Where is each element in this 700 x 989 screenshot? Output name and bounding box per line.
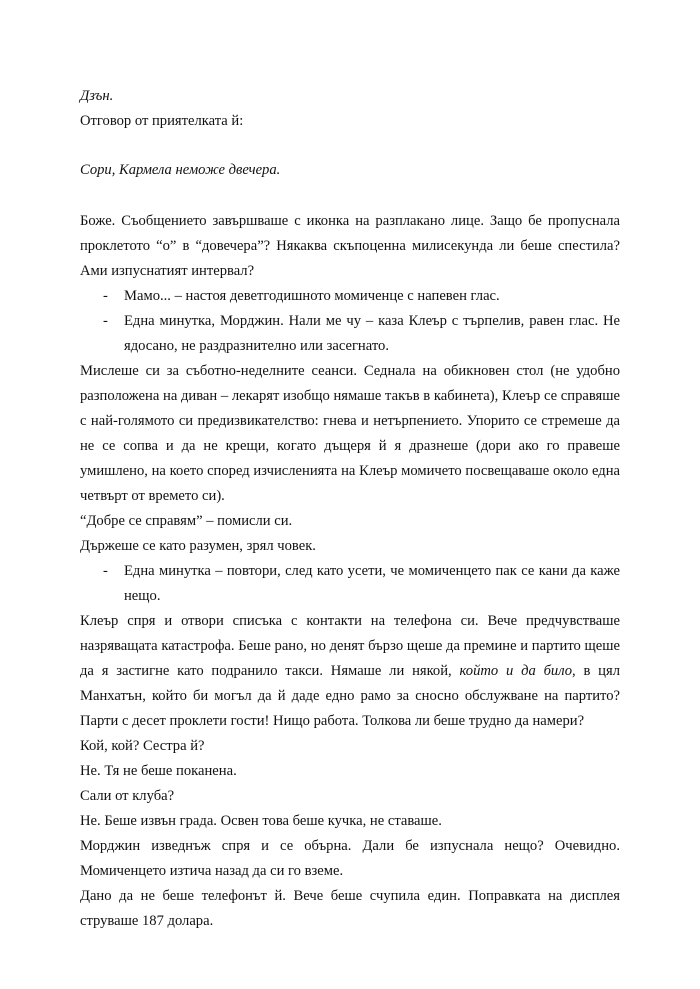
dash-text-3: Една минутка – повтори, след като усети, че момиченцето пак се кани да каже нещо. [124,563,620,604]
dash-item-2 [80,309,620,359]
line-behaved: Държеше се като разумен, зрял човек. [80,538,316,554]
paragraph-3 [80,609,620,734]
dash-text-2: Една минутка, Морджин. Нали ме чу – каза Клеър с търпелив, равен глас. Не ядосано, не раздразнително или засегнато. [124,313,620,354]
paragraph-3-text-b: , в цял Манхатън, който би могъл да й даде едно рамо за сносно обслужване на партито? Парти с десет проклети гости! Нищо работа. Толкова ли беше трудно да намери? [80,663,620,729]
paragraph-1: Боже. Съобщението завършваше с иконка на разплакано лице. Защо бе пропуснала проклетото “о” в “довечера”? Някаква скъпоценна милисекунда ли беше спестила? Ами изпуснатият интервал? [80,213,620,279]
dash-marker: - [103,563,108,579]
dash-marker: - [103,313,108,329]
line-sms: Сори, Кармела неможе двечера. [80,162,281,178]
line-no-invited: Не. Тя не беше поканена. [80,763,237,779]
line-thought: “Добре се справям” – помисли си. [80,513,293,529]
dash-text-1: Мамо... – настоя деветгодишното момиченце с напевен глас. [124,288,500,304]
line-sally: Сали от клуба? [80,788,175,804]
paragraph-3-italic: който и да било [459,663,573,679]
line-reply-label: Отговор от приятелката й: [80,113,244,129]
paragraph-5: Дано да не беше телефонът й. Вече беше счупила един. Поправката на дисплея струваше 187 долара. [80,888,620,929]
paragraph-3-text-a: Клеър спря и отвори списъка с контакти на телефона си. Вече предчувстваше назряващата катастрофа. Беше рано, но денят бързо щеше да премине и партито щеше да я застигне като подранило такси. Нямаше ли някой, [80,613,620,679]
line-no-out: Не. Беше извън града. Освен това беше кучка, не ставаше. [80,813,442,829]
document-body [80,84,620,934]
blank-line [80,183,620,209]
paragraph-4: Морджин изведнъж спря и се обърна. Дали бе изпуснала нещо? Очевидно. Момиченцето изтича назад да си го вземе. [80,838,620,879]
blank-line [80,134,620,158]
paragraph-2: Мислеше си за съботно-неделните сеанси. Седнала на обикновен стол (не удобно разположена на диван – лекарят изобщо нямаше такъв в кабинета), Клеър се справяше с най-голямото си предизвикателство: гнева и нетърпението. Упорито се стремеше да не се сопва и да не крещи, когато дъщеря й я дразнеше (дори ако го правеше умишлено, на което според изчисленията на Клеър момичето посвещаваше около една четвърт от времето си). [80,363,620,504]
dash-item-3 [80,559,620,609]
dash-item-1 [80,284,620,309]
line-djun: Дзън. [80,88,114,104]
line-who: Кой, кой? Сестра й? [80,738,205,754]
dash-marker: - [103,288,108,304]
